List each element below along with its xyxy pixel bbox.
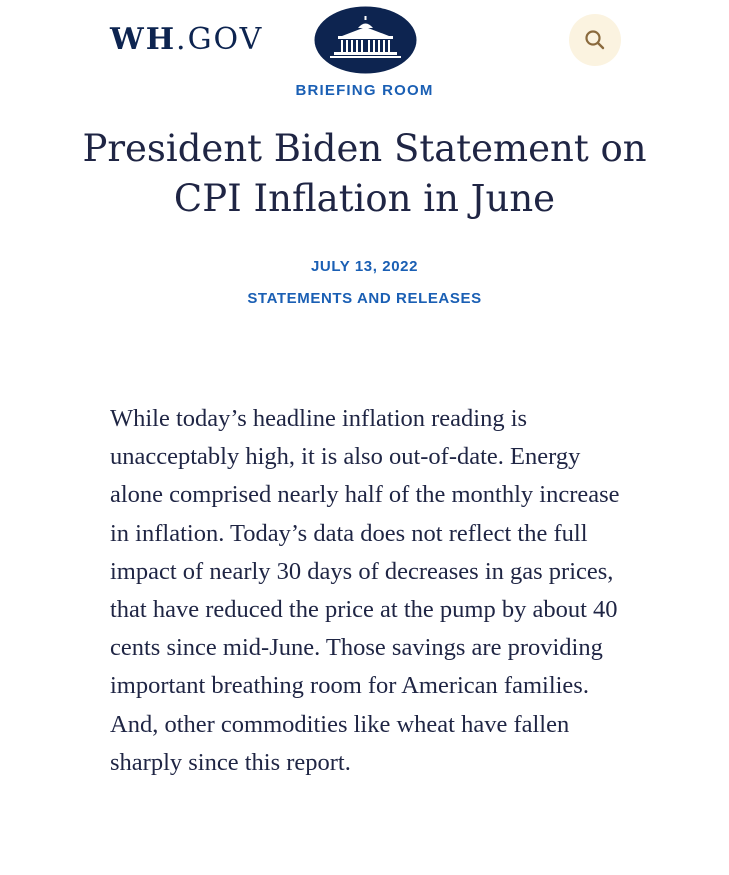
article-body: While today’s headline inflation reading is unacceptably high, it is also out-of-date. Energy alone comprised nearly half of the monthly increase in inflation. Today’s data does not reflect the full impact of nearly 30 days of decreases in gas prices, that have reduced the price at the pump by about 40 cents since mid-June. Those savings are providing important breathing room for American families. And, other commodities like wheat have fallen sharply since this report.: [110, 405, 620, 776]
article-date: JULY 13, 2022: [310, 258, 419, 275]
briefing-room-link[interactable]: BRIEFING ROOM: [295, 82, 434, 99]
site-header: [0, 0, 729, 110]
search-icon: [583, 28, 607, 52]
wh-gov-logo-link[interactable]: [110, 22, 263, 57]
wordmark-suffix: .GOV: [176, 22, 264, 57]
wordmark-bold: WH: [110, 22, 177, 57]
white-house-seal-icon[interactable]: [314, 6, 417, 74]
search-button[interactable]: [569, 14, 621, 66]
article-title: President Biden Statement on CPI Inflation in June: [82, 127, 647, 220]
article-category-link[interactable]: STATEMENTS AND RELEASES: [247, 290, 482, 307]
